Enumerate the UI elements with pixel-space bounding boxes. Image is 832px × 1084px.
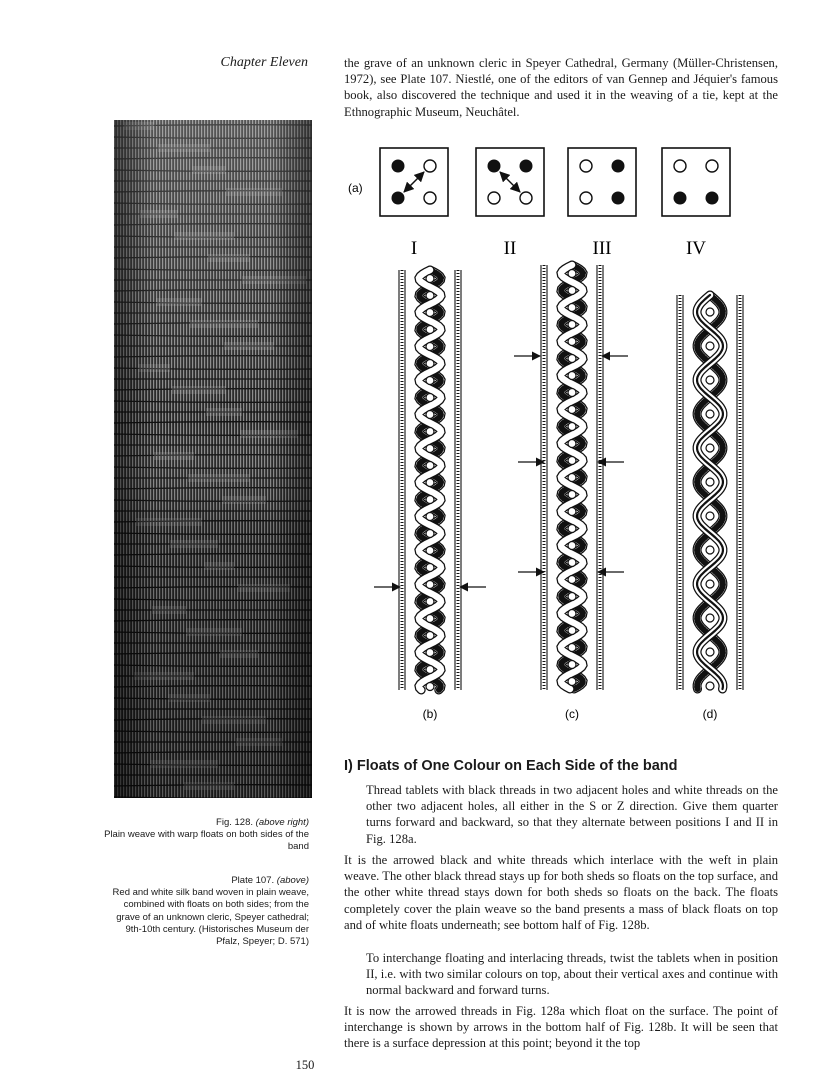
figure-128 (340, 140, 780, 730)
paragraph-2-text: It is the arrowed black and white threads which interlace with the weft in plain weave. The other black thread stays up for both sheds so floats on the top surface, and the other white thread stays down for both sheds so floats on the back. The floats completely cover the plain weave so the band presents a mass of black floats on top and of white floats underneath; see bottom half of Fig. 128b. (344, 853, 778, 932)
plate107-ref: (above) (276, 875, 309, 886)
figure-128-caption (100, 817, 309, 854)
section-heading: I) Floats of One Colour on Each Side of the band (344, 758, 678, 774)
position-label-II: II (503, 238, 517, 259)
paragraph-1-text: Thread tablets with black threads in two adjacent holes and white threads on the other two adjacent holes, all either in the S or Z direction. Give them quarter turns forward and backward, so that they alternate between positions I and II in Fig. 128a. (366, 783, 778, 846)
paragraph-3 (344, 950, 778, 999)
tablet-position-II (476, 148, 544, 216)
fig128-number: Fig. 128. (216, 817, 254, 828)
fig128-text: Plain weave with warp floats on both sides of the band (104, 829, 309, 853)
plate107-number: Plate 107. (231, 875, 275, 886)
running-head: Chapter Eleven (220, 55, 308, 70)
tablet-position-III (568, 148, 636, 216)
tablet-position-IV (662, 148, 730, 216)
tablet-position-I (380, 148, 448, 216)
position-label-III: III (592, 238, 612, 259)
plate107-text: Red and white silk band woven in plain weave, combined with floats on both sides; from the grave of an unknown cleric, Speyer cathedral; 9th-10th century. (Historisches Museum der Pfalz, Speyer; D. 571) (112, 887, 309, 948)
position-label-I: I (410, 238, 418, 259)
band-drawing-d (677, 295, 743, 690)
fig-label-a: (a) (348, 181, 363, 195)
band-drawing-c (541, 265, 603, 690)
paragraph-3-text: To interchange floating and interlacing threads, twist the tablets when in position II, i.e. with two similar colours on top, about their vertical axes and continue with normal backward and forward turns. (366, 951, 778, 998)
paragraph-4-text: It is now the arrowed threads in Fig. 128a which float on the surface. The point of interchange is shown by arrows in the bottom half of Fig. 128b. It will be seen that there is a surface depression at this point; beyond it the top (344, 1004, 778, 1051)
paragraph-2 (344, 852, 778, 933)
page-number: 150 (295, 1058, 315, 1072)
plate-107-photo (114, 120, 312, 798)
plate-107-caption (100, 875, 309, 948)
fig-label-b: (b) (422, 707, 438, 721)
band-drawing-b (399, 270, 461, 691)
paragraph-4 (344, 1003, 778, 1052)
position-label-IV: IV (685, 238, 707, 259)
fig-label-c: (c) (565, 707, 579, 721)
paragraph-1 (344, 782, 778, 847)
fig128-ref: (above right) (255, 817, 309, 828)
intro-paragraph: the grave of an unknown cleric in Speyer Cathedral, Germany (Müller-Christensen, 1972), see Plate 107. Niestlé, one of the editors of van Gennep and Jéquier's famous book, also discovered the technique and used it in the weaving of a tie, kept at the Ethnographic Museum, Neuchâtel. (344, 56, 778, 119)
fig-label-d: (d) (702, 707, 718, 721)
